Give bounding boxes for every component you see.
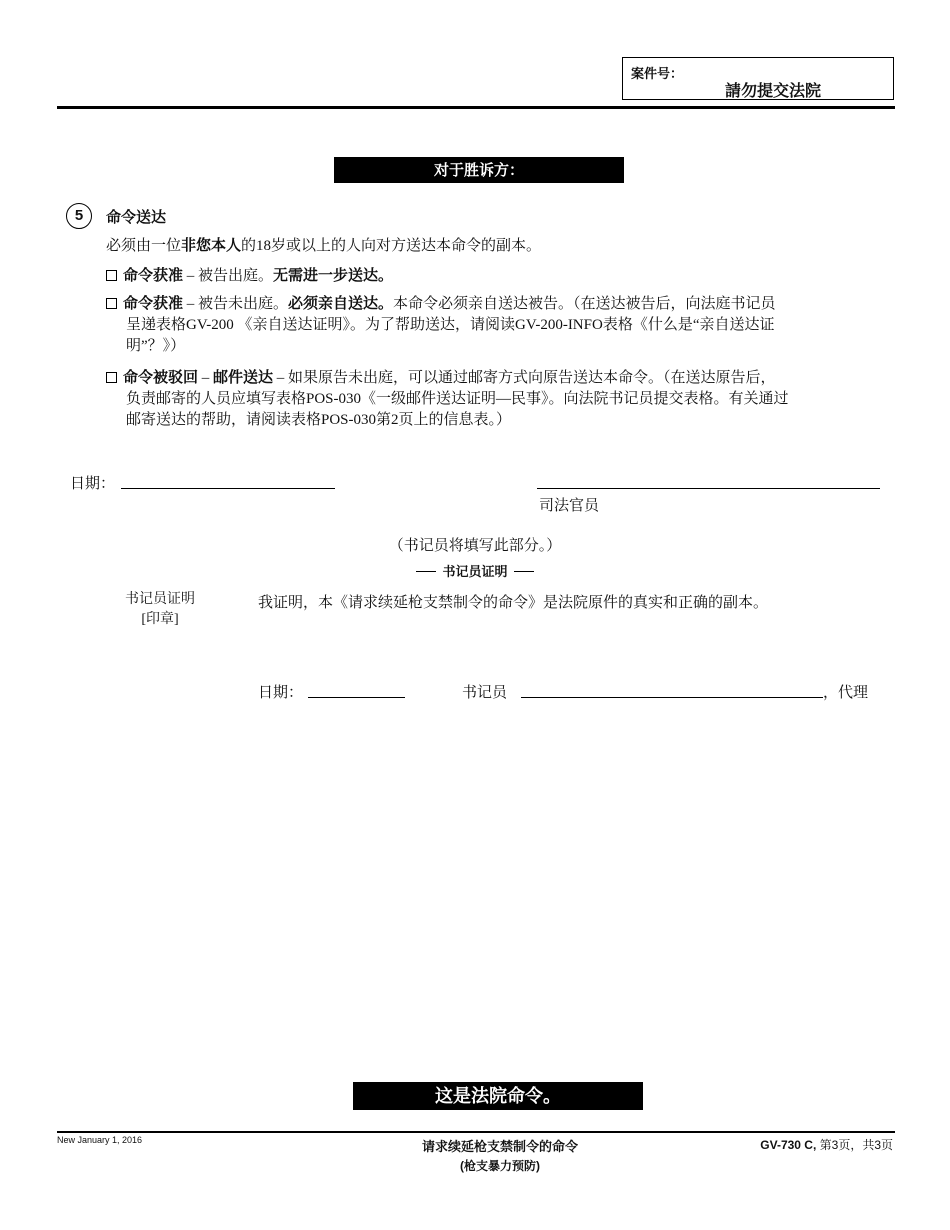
form-revision-date: New January 1, 2016 [57,1135,143,1145]
case-number-label: 案件号： [631,66,684,81]
heading-rule-right [514,571,534,573]
clerk-label: 书记员 [462,685,508,701]
option-order-denied-mail: 命令被驳回 – 邮件送达 – 如果原告未出庭，可以通过邮寄方式向原告送达本命令。（在送达原告后， 负责邮寄的人员应填写表格POS-030《一级邮件送达证明—民事》。向法院书记员提交表格。有关通过 邮寄送达的帮助，请阅读表格POS-030第2页上的信息表。） [106,367,896,431]
heading-rule-left [416,571,436,573]
section-number-badge: 5 [66,203,92,229]
option-order-granted-not-appeared: 命令获准 – 被告未出庭。必须亲自送达。本命令必须亲自送达被告。（在送达被告后，向法庭书记员 呈递表格GV-200 《亲自送达证明》。为了帮助送达，请阅读GV-200-INFO表格《什么是“亲自送达证 明”？》） [106,293,896,357]
form-subtitle: (枪支暴力预防) [460,1159,540,1173]
case-number-box [622,57,894,100]
order-denied-checkbox[interactable] [106,372,117,383]
footer-divider [57,1131,895,1133]
judicial-officer-label: 司法官员 [539,498,600,514]
clerk-statement: 我证明，本《请求续延枪支禁制令的命令》是法院原件的真实和正确的副本。 [258,595,769,611]
clerk-note: （书记员将填写此部分。） [388,538,562,554]
order-granted-not-appeared-checkbox[interactable] [106,298,117,309]
prevailing-party-banner: 对于胜诉方： [334,157,624,183]
page-indicator: 第3页，共3页 [816,1138,893,1152]
header-divider [57,106,895,109]
clerk-date-label: 日期： [258,685,304,701]
judicial-officer-signature-line[interactable] [537,488,880,489]
deputy-label: ，代理 [823,685,869,701]
date-field[interactable] [121,488,335,489]
clerk-certificate-heading: 书记员证明 [300,561,650,580]
section-title: 命令送达 [106,209,167,226]
form-title: 请求续延枪支禁制令的命令 [421,1139,578,1154]
clerk-seal-area: 书记员证明 [印章] [125,592,195,627]
case-number-value: 請勿提交法院 [725,83,822,100]
order-granted-appeared-checkbox[interactable] [106,270,117,281]
section-intro: 必须由一位非您本人的18岁或以上的人向对方送达本命令的副本。 [106,237,542,254]
date-label: 日期： [70,476,116,492]
option-order-granted-appeared: 命令获准 – 被告出庭。无需进一步送达。 [106,265,896,287]
clerk-signature-field[interactable] [521,697,823,698]
form-id: GV-730 C, [760,1138,817,1152]
form-id-page [700,1136,893,1153]
clerk-date-field[interactable] [308,697,405,698]
court-order-banner: 这是法院命令。 [353,1082,643,1110]
